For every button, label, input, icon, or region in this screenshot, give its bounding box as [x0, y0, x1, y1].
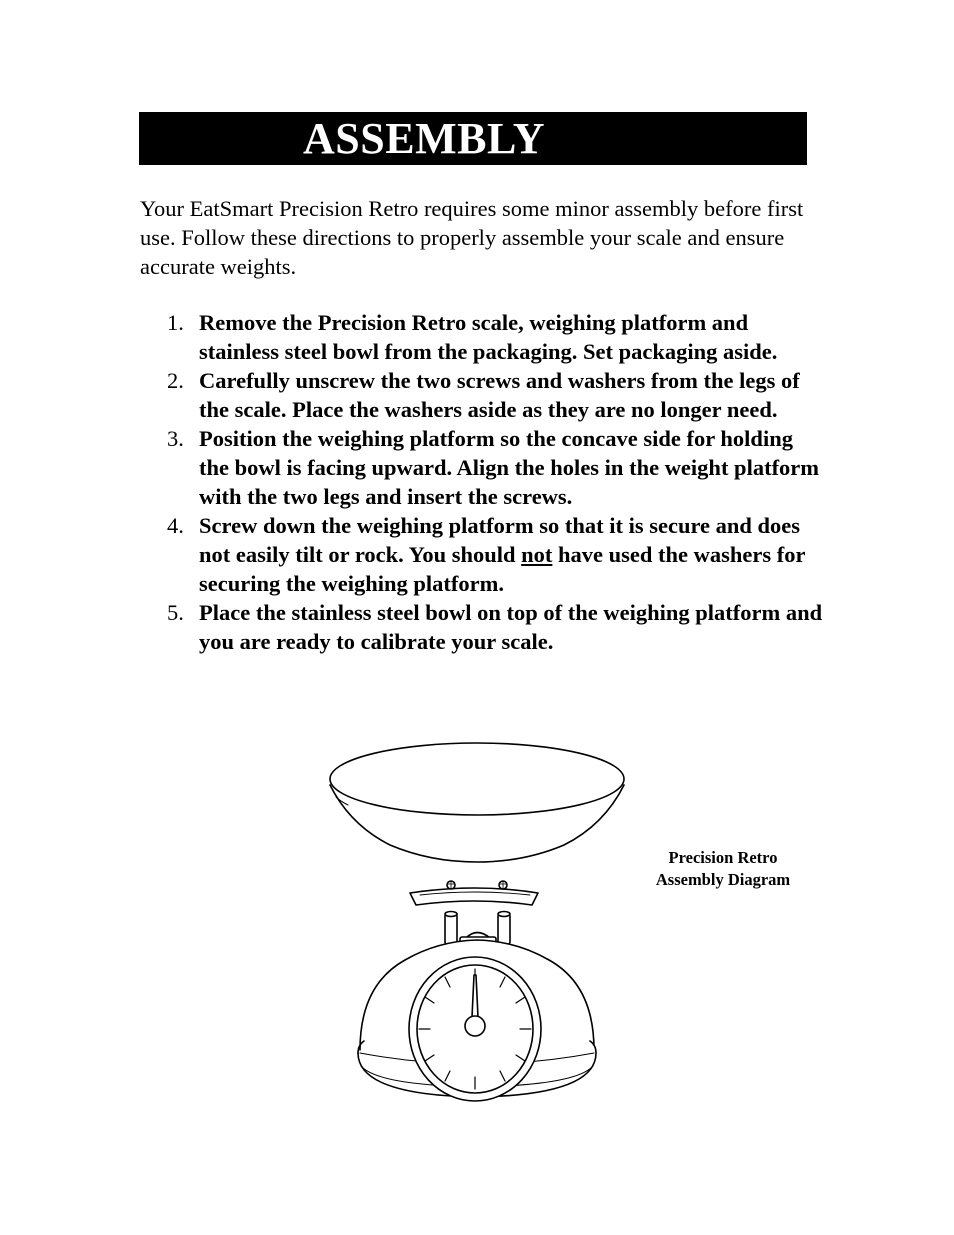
step-number: 4. [167, 513, 184, 538]
step-text: Position the weighing platform so the concave side for holding the bowl is facing upward. Align the holes in the weight platform with the two legs and insert the screws. [199, 426, 820, 509]
step-number: 3. [167, 426, 184, 451]
screw-icon [499, 881, 507, 889]
scale-body-illustration [358, 912, 596, 1102]
bowl-illustration [330, 743, 624, 862]
assembly-steps-list [165, 308, 825, 656]
weighing-platform-illustration [410, 881, 538, 905]
emphasis-not: not [521, 542, 553, 567]
step-number: 1. [167, 310, 184, 335]
step-text-after: have used the washers for securing the weighing platform. [199, 542, 806, 596]
step-3 [165, 424, 825, 511]
caption-line-1: Precision Retro [668, 848, 778, 867]
step-number: 5. [167, 600, 184, 625]
step-text [199, 513, 805, 596]
title-banner [139, 112, 807, 165]
step-text: Remove the Precision Retro scale, weighing platform and stainless steel bowl from the packaging. Set packaging aside. [199, 310, 778, 364]
step-text: Place the stainless steel bowl on top of the weighing platform and you are ready to calibrate your scale. [199, 600, 823, 654]
step-2 [165, 366, 825, 424]
step-5 [165, 598, 825, 656]
diagram-caption [632, 847, 814, 891]
step-number: 2. [167, 368, 184, 393]
scale-assembly-diagram [320, 735, 630, 1110]
caption-line-2: Assembly Diagram [655, 870, 791, 889]
intro-paragraph: Your EatSmart Precision Retro requires some minor assembly before first use. Follow these directions to properly assemble your scale and ensure accurate weights. [140, 196, 804, 279]
page-title: ASSEMBLY [303, 114, 546, 163]
step-4 [165, 511, 825, 598]
screw-icon [447, 881, 455, 889]
step-text: Carefully unscrew the two screws and washers from the legs of the scale. Place the washers aside as they are no longer need. [199, 368, 800, 422]
step-text-before: Screw down the weighing platform so that it is secure and does not easily tilt or rock. You should [199, 513, 801, 567]
step-1 [165, 308, 825, 366]
